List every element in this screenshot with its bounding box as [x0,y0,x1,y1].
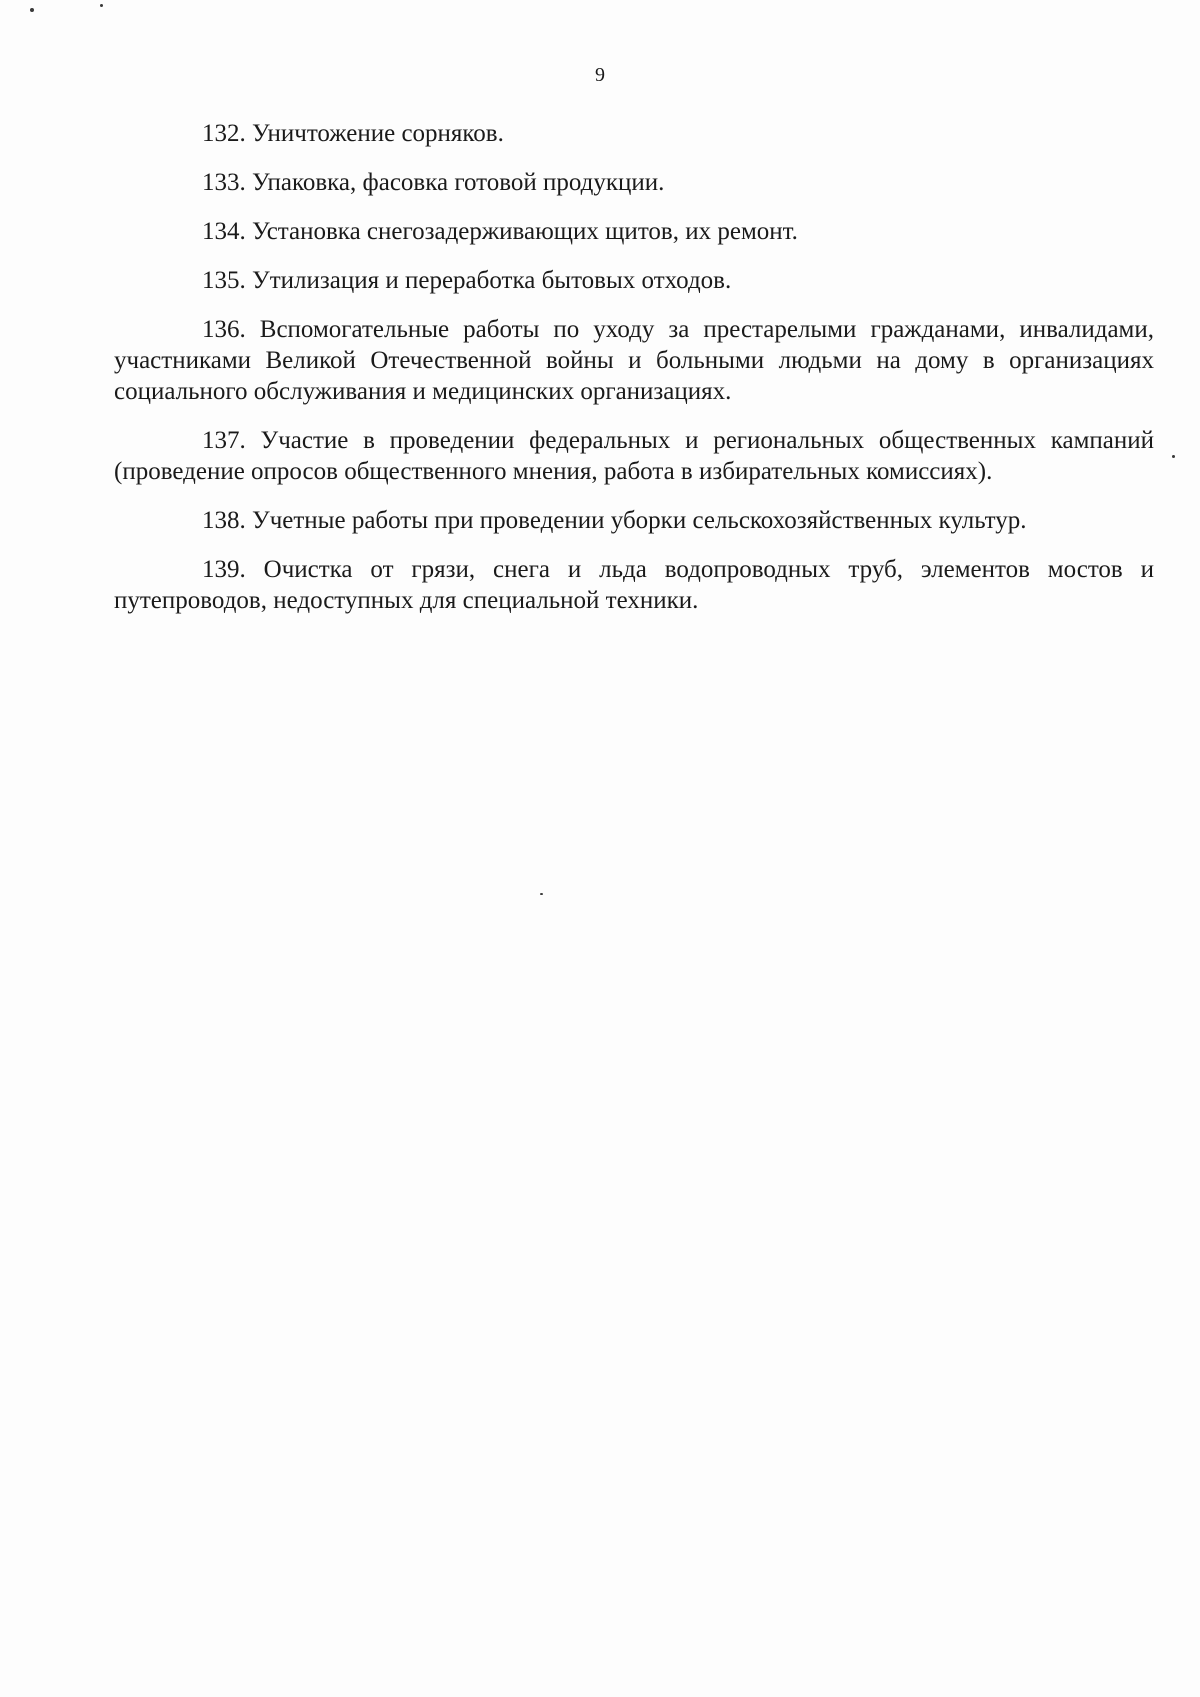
list-item: 135. Утилизация и переработка бытовых отходов. [202,267,732,294]
list-item: 134. Установка снегозадерживающих щитов, их ремонт. [202,218,798,245]
document-body [114,118,1154,634]
page-number: 9 [595,64,605,86]
scan-speck [30,8,34,12]
list-item: 139. Очистка от грязи, снега и льда водопроводных труб, элементов мостов и путепроводов, недоступных для специальной техники. [114,556,1154,614]
list-item: 137. Участие в проведении федеральных и региональных общественных кампаний (проведение опросов общественного мнения, работа в избирательных комиссиях). [114,427,1154,485]
scan-speck [540,893,543,895]
list-item: 133. Упаковка, фасовка готовой продукции. [202,169,665,196]
scan-speck [1172,455,1175,458]
list-item: 138. Учетные работы при проведении уборки сельскохозяйственных культур. [202,507,1027,534]
scan-speck [100,4,103,7]
list-item: 136. Вспомогательные работы по уходу за престарелыми гражданами, инвалидами, участниками Великой Отечественной войны и больными людьми на дому в организациях социального обслуживания и медицинских организациях. [114,316,1154,405]
list-item: 132. Уничтожение сорняков. [202,120,504,147]
